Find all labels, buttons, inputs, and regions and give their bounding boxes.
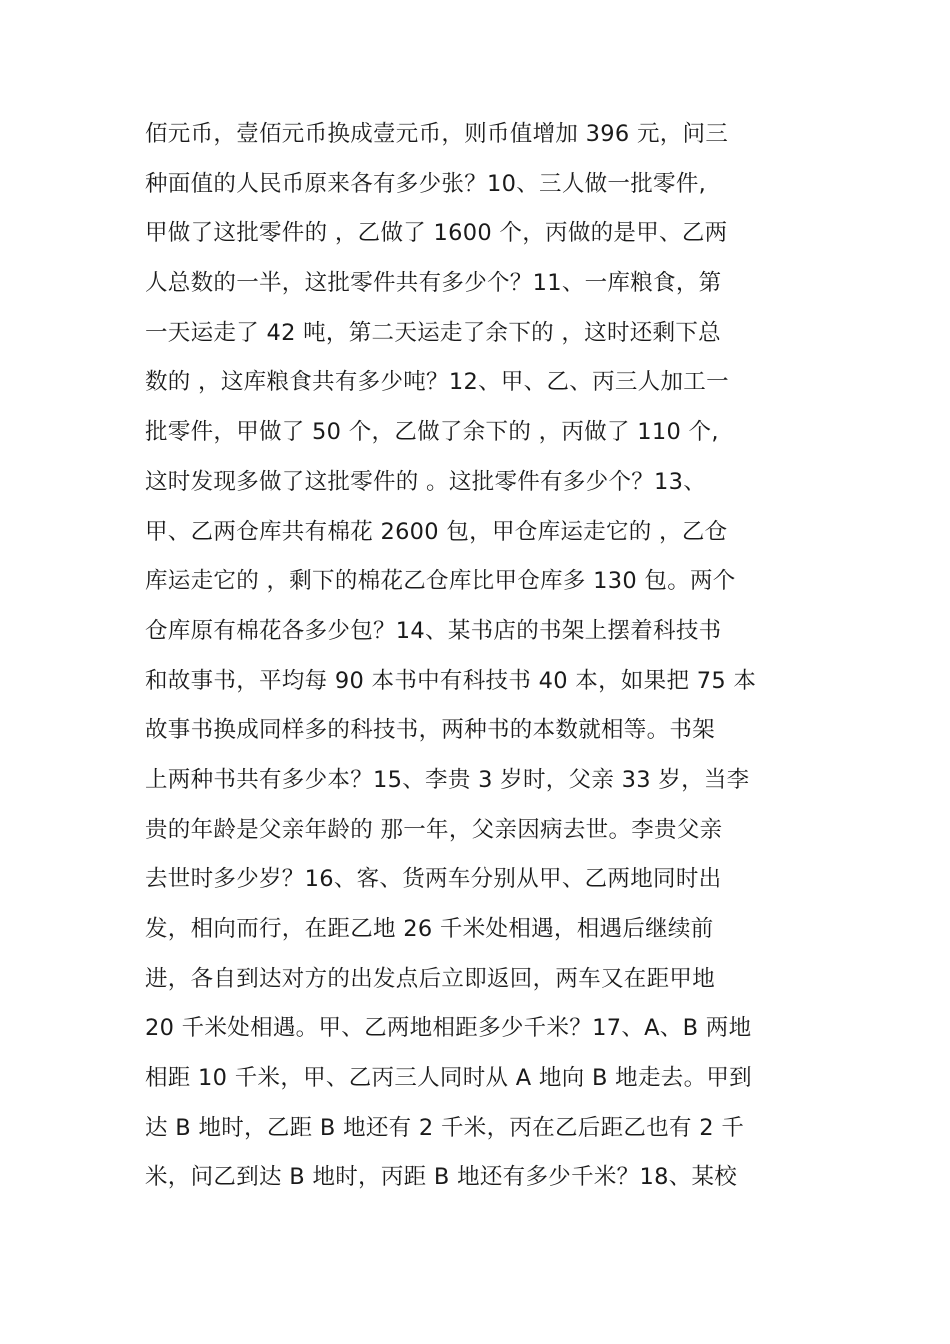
text-line: 人总数的一半，这批零件共有多少个？11、一库粮食，第 [145, 270, 722, 297]
text-line: 进，各自到达对方的出发点后立即返回，两车又在距甲地 [145, 965, 716, 992]
text-line: 和故事书，平均每 90 本书中有科技书 40 本，如果把 75 本 [145, 667, 757, 694]
text-line: 达 B 地时，乙距 B 地还有 2 千米，丙在乙后距乙也有 2 千 [145, 1114, 745, 1141]
text-line: 数的 ，这库粮食共有多少吨？12、甲、乙、丙三人加工一 [145, 369, 729, 396]
text-line: 故事书换成同样多的科技书，两种书的本数就相等。书架 [145, 717, 716, 744]
text-line: 一天运走了 42 吨，第二天运走了余下的 ，这时还剩下总 [145, 319, 721, 346]
text-line: 库运走它的 ，剩下的棉花乙仓库比甲仓库多 130 包。两个 [145, 568, 736, 595]
text-line: 20 千米处相遇。甲、乙两地相距多少千米？17、A、B 两地 [145, 1015, 752, 1042]
text-line: 佰元币，壹佰元币换成壹元币，则币值增加 396 元，问三 [145, 121, 729, 147]
text-line: 上两种书共有多少本？15、李贵 3 岁时，父亲 33 岁，当李 [145, 766, 750, 793]
text-line: 贵的年龄是父亲年龄的 那一年，父亲因病去世。李贵父亲 [145, 816, 723, 843]
text-line: 批零件，甲做了 50 个，乙做了余下的 ，丙做了 110 个, [145, 419, 719, 446]
body-text [145, 110, 815, 1203]
text-line: 这时发现多做了这批零件的 。这批零件有多少个？13、 [145, 468, 707, 495]
text-line: 相距 10 千米，甲、乙丙三人同时从 A 地向 B 地走去。甲到 [145, 1065, 752, 1092]
text-line: 发，相向而行，在距乙地 26 千米处相遇，相遇后继续前 [145, 916, 714, 942]
text-line: 米，问乙到达 B 地时，丙距 B 地还有多少千米？18、某校 [145, 1164, 738, 1191]
text-line: 种面值的人民币原来各有多少张？10、三人做一批零件, [145, 170, 707, 197]
text-line: 仓库原有棉花各多少包？14、某书店的书架上摆着科技书 [145, 617, 722, 644]
text-line: 去世时多少岁？16、客、货两车分别从甲、乙两地同时出 [145, 866, 722, 893]
text-line: 甲做了这批零件的 ，乙做了 1600 个，丙做的是甲、乙两 [145, 220, 728, 247]
text-line: 甲、乙两仓库共有棉花 2600 包，甲仓库运走它的 ，乙仓 [145, 518, 728, 545]
